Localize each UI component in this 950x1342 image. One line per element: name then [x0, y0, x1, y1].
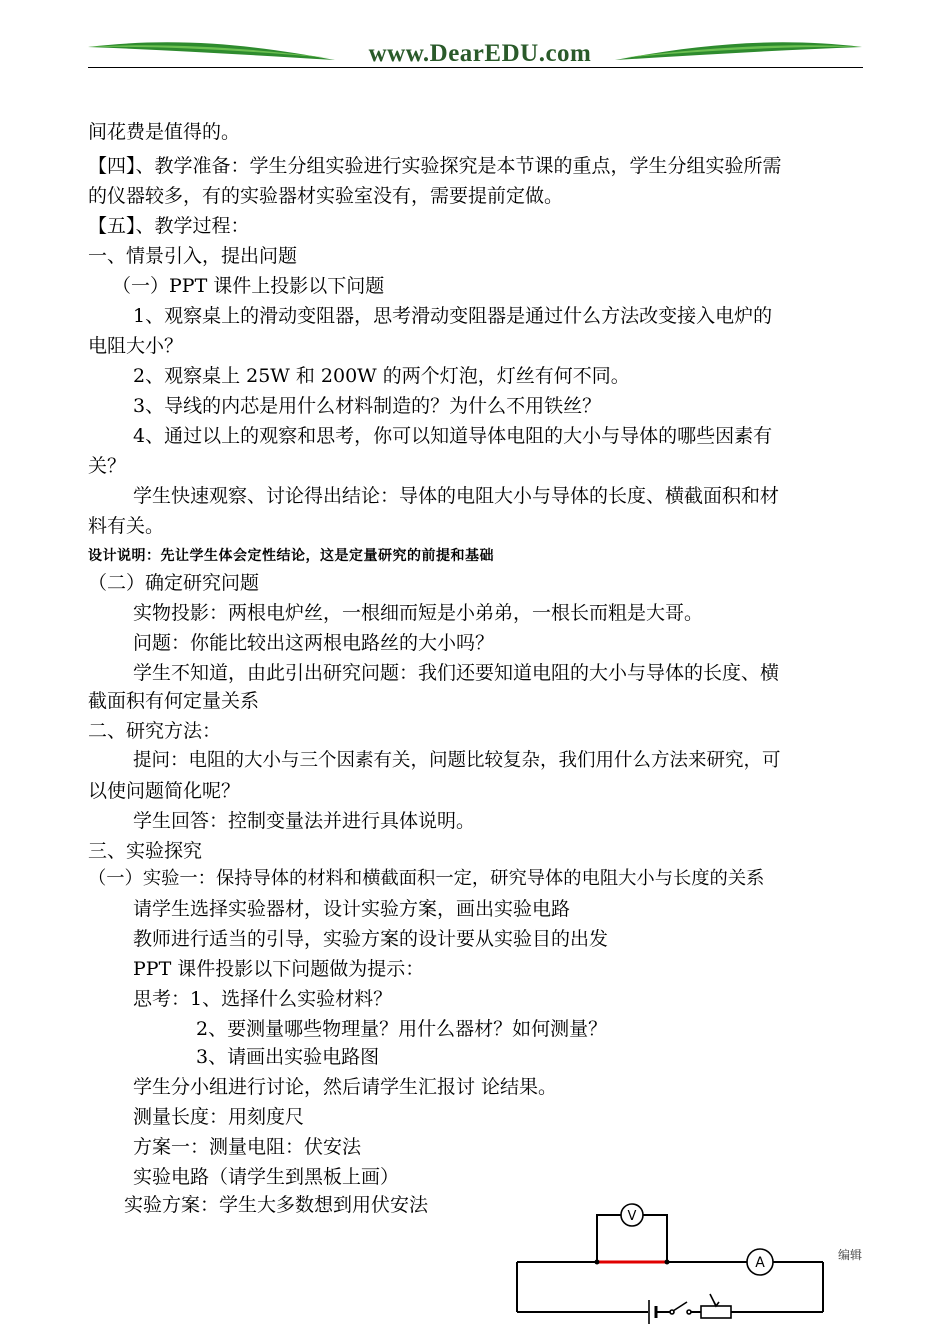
body-line: 以使问题简化呢？: [88, 780, 241, 802]
body-line: 学生回答：控制变量法并进行具体说明。: [133, 810, 476, 832]
body-line: 3、请画出实验电路图: [196, 1046, 380, 1068]
body-line: 实验电路（请学生到黑板上画）: [133, 1166, 400, 1188]
subsection-heading: （二）确定研究问题: [88, 572, 260, 594]
rheostat-icon: [701, 1294, 731, 1318]
junction-node: [665, 1260, 670, 1265]
body-line: 【五】、教学过程：: [88, 215, 250, 237]
body-line: 2、要测量哪些物理量？用什么器材？如何测量？: [196, 1018, 608, 1040]
body-line: 截面积有何定量关系: [88, 690, 260, 712]
section-heading: 三、实验探究: [88, 840, 203, 862]
body-line: 2、观察桌上 25W 和 200W 的两个灯泡，灯丝有何不同。: [133, 365, 630, 387]
body-line: 学生不知道，由此引出研究问题：我们还要知道电阻的大小与导体的长度、横: [133, 662, 780, 684]
voltmeter-wire-right: [643, 1215, 667, 1262]
body-line: 测量长度：用刻度尺: [133, 1106, 305, 1128]
body-line: 思考：1、选择什么实验材料？: [133, 988, 393, 1010]
body-line: 方案一：测量电阻：伏安法: [133, 1136, 362, 1158]
body-line: 实物投影：两根电炉丝，一根细而短是小弟弟，一根长而粗是大哥。: [133, 602, 704, 624]
circuit-diagram: [505, 1200, 835, 1342]
voltmeter-wire-left: [597, 1215, 621, 1262]
edit-watermark: 编辑: [838, 1248, 863, 1262]
section-heading: 一、情景引入，提出问题: [88, 245, 298, 267]
ammeter-label: A: [755, 1255, 765, 1271]
body-line: 【四】、教学准备：学生分组实验进行实验探究是本节课的重点，学生分组实验所需: [88, 155, 782, 177]
subsection-heading: （一）实验一：保持导体的材料和横截面积一定，研究导体的电阻大小与长度的关系: [88, 868, 765, 889]
section-heading: 二、研究方法：: [88, 720, 222, 742]
body-line: 学生分小组进行讨论，然后请学生汇报讨 论结果。: [133, 1076, 558, 1098]
body-line: 问题：你能比较出这两根电路丝的大小吗？: [133, 632, 495, 654]
body-line: 电阻大小？: [88, 335, 184, 357]
body-line: 实验方案：学生大多数想到用伏安法: [124, 1194, 429, 1216]
switch-icon: [670, 1302, 691, 1314]
header-rule: [88, 67, 863, 68]
body-line: 请学生选择实验器材，设计实验方案，画出实验电路: [133, 898, 571, 920]
body-line: 间花费是值得的。: [88, 121, 241, 143]
body-line: 4、通过以上的观察和思考，你可以知道导体电阻的大小与导体的哪些因素有: [133, 425, 773, 447]
body-line: PPT 课件投影以下问题做为提示：: [133, 958, 425, 980]
site-logo: www.DearEDU.com: [368, 40, 592, 67]
page-header: [0, 0, 950, 80]
body-line: 的仪器较多，有的实验器材实验室没有，需要提前定做。: [88, 185, 564, 207]
body-line: 教师进行适当的引导，实验方案的设计要从实验目的出发: [133, 928, 609, 950]
body-line: 提问：电阻的大小与三个因素有关，问题比较复杂，我们用什么方法来研究，可: [133, 750, 781, 771]
subsection-heading: （一）PPT 课件上投影以下问题: [112, 275, 385, 297]
voltmeter-label: V: [627, 1209, 637, 1224]
junction-node: [595, 1260, 600, 1265]
body-line: 关？: [88, 455, 127, 477]
battery-icon: [649, 1300, 656, 1324]
body-line: 学生快速观察、讨论得出结论：导体的电阻大小与导体的长度、横截面积和材: [133, 485, 780, 507]
body-line: 3、导线的内芯是用什么材料制造的？为什么不用铁丝？: [133, 395, 602, 417]
body-line: 料有关。: [88, 515, 165, 537]
body-line: 1、观察桌上的滑动变阻器，思考滑动变阻器是通过什么方法改变接入电炉的: [133, 305, 773, 327]
design-note: 设计说明：先让学生体会定性结论，这是定量研究的前提和基础: [88, 548, 494, 564]
